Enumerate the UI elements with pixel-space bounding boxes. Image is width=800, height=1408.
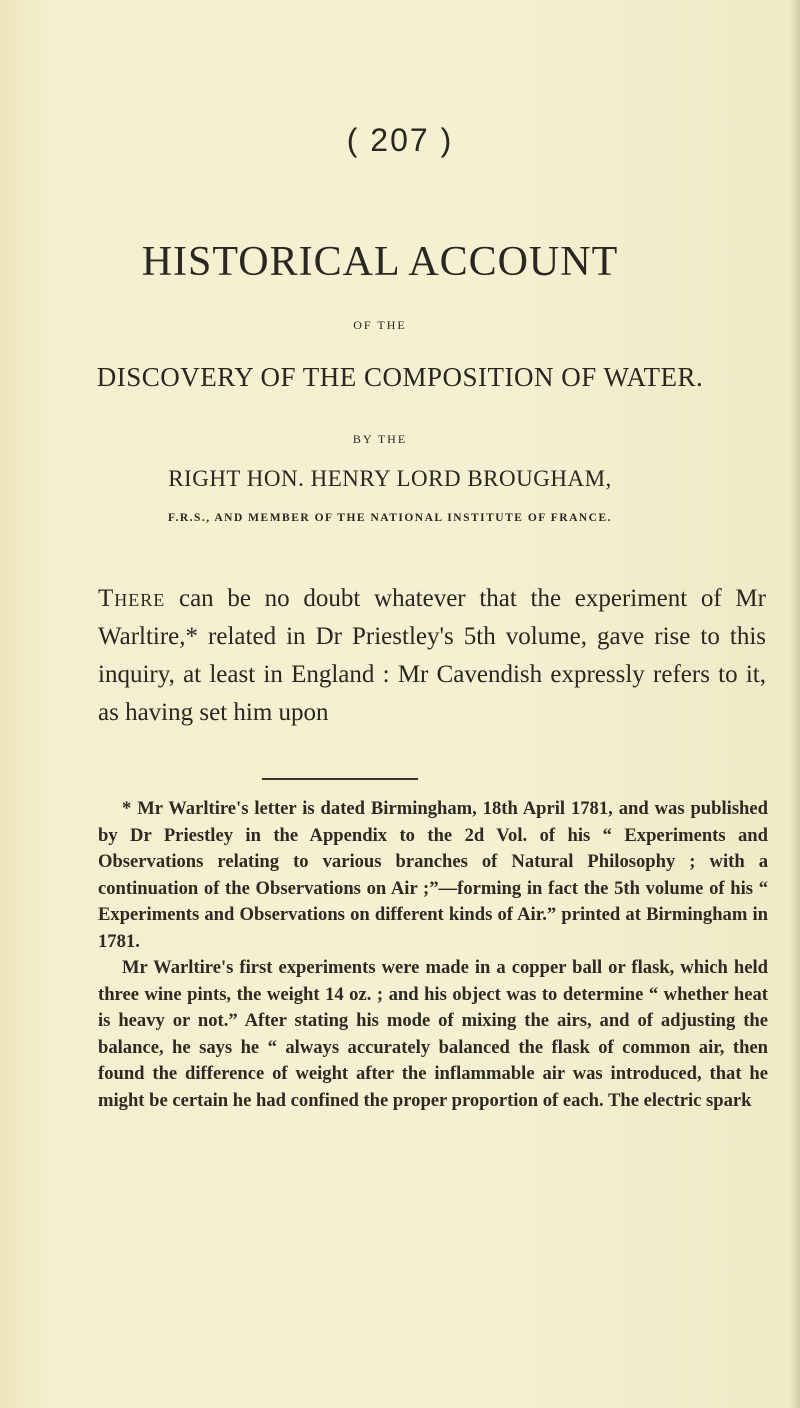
- body-text: can be no doubt whatever that the experiment of Mr Warltire,* related in Dr Priestley's 5th volume, gave rise to this inquiry, at least in England : Mr Cavendish expressly refers to it, as having set him upon: [98, 585, 766, 726]
- footnote-paragraph-1: * Mr Warltire's letter is dated Birmingham, 18th April 1781, and was published by Dr Priestley in the Appendix to the 2d Vol. of his “ Experiments and Observations relating to various branches of Natural Philosophy ; with a continuation of the Observations on Air ;”—forming in fact the 5th volume of his “ Experiments and Observations on different kinds of Air.” printed at Birmingham in 1781.: [98, 798, 768, 952]
- footnote-paragraph-2: Mr Warltire's first experiments were made in a copper ball or flask, which held three wine pints, the weight 14 oz. ; and his object was to determine “ whether heat is heavy or not.” After stating his mode of mixing the airs, and of adjusting the balance, he says he “ always accurately balanced the flask of common air, then found the difference of weight after the inflammable air was introduced, that he might be certain he had confined the proper proportion of each. The electric spark: [98, 957, 768, 1111]
- author-credentials: F.R.S., AND MEMBER OF THE NATIONAL INSTITUTE OF FRANCE.: [167, 512, 613, 524]
- page-edge-shadow: [790, 0, 800, 1408]
- byline-connector: BY THE: [352, 432, 408, 446]
- footnote-rule: [262, 778, 418, 780]
- title-connector: OF THE: [353, 318, 407, 332]
- opening-word: There: [98, 585, 166, 612]
- author-name: RIGHT HON. HENRY LORD BROUGHAM,: [168, 466, 612, 491]
- subtitle: DISCOVERY OF THE COMPOSITION OF WATER.: [96, 362, 704, 392]
- footnote: [98, 796, 768, 1114]
- page-number: ( 207 ): [346, 122, 454, 158]
- main-title: HISTORICAL ACCOUNT: [141, 239, 619, 285]
- body-paragraph: [98, 580, 766, 732]
